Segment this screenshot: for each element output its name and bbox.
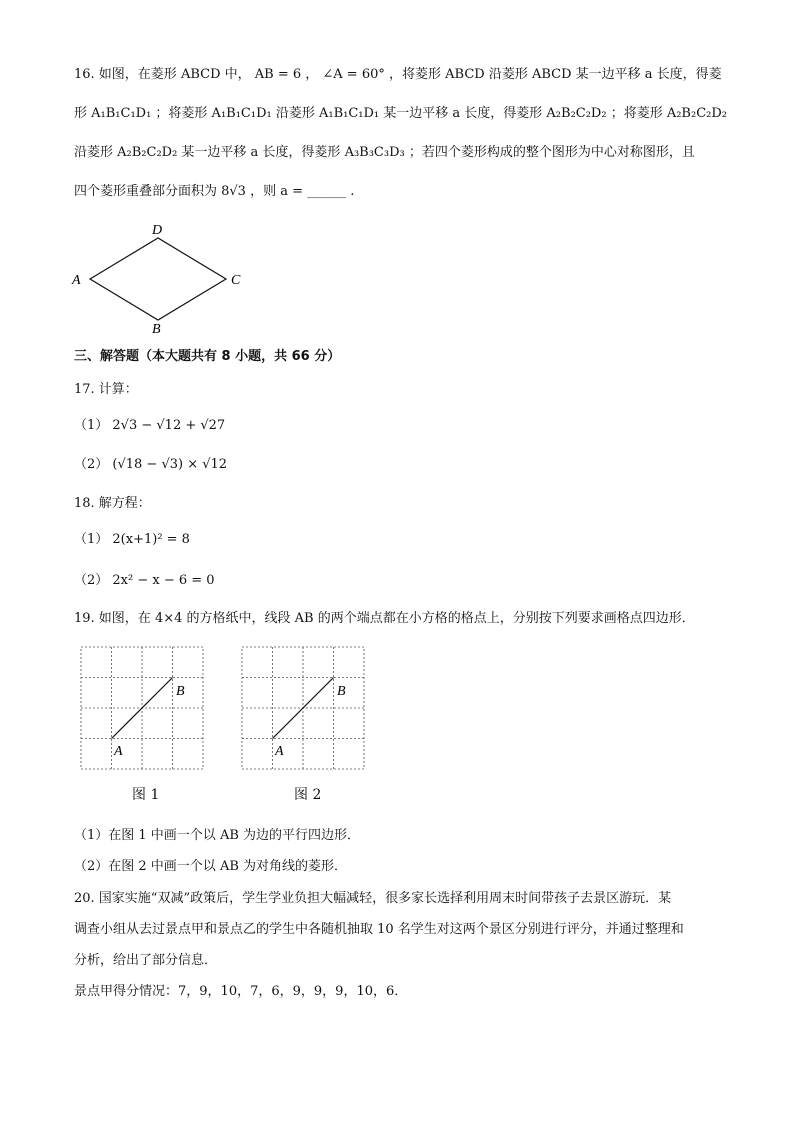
q17-part-2: （2） (√18 − √3) × √12 xyxy=(74,457,228,472)
rhombus-shape xyxy=(90,238,226,320)
fig1-label-b: B xyxy=(176,684,185,699)
grid-figure-1 xyxy=(80,646,206,772)
fig2-label-b: B xyxy=(337,684,346,699)
q16-line-3: 沿菱形 A₂B₂C₂D₂ 某一边平移 a 长度，得菱形 A₃B₃C₃D₃ ；若四个菱形构成的整个图形为中心对称图形，且 xyxy=(74,145,695,160)
fig2-label-a: A xyxy=(275,744,284,759)
rhombus-figure xyxy=(66,218,256,338)
section-3-heading: 三、解答题（本大题共有 8 小题，共 66 分） xyxy=(74,349,341,364)
q16-line-4: 四个菱形重叠部分面积为 8√3 ，则 a = ______ . xyxy=(74,184,355,199)
fig2-caption: 图 2 xyxy=(294,787,322,803)
fig1-caption: 图 1 xyxy=(132,787,160,803)
q19-part-1: （1）在图 1 中画一个以 AB 为边的平行四边形． xyxy=(74,828,361,843)
q20-line-2: 调查小组从去过景点甲和景点乙的学生中各随机抽取 10 名学生对这两个景区分别进行评分，并通过整理和 xyxy=(74,922,684,937)
q19-title: 19. 如图，在 4×4 的方格纸中，线段 AB 的两个端点都在小方格的格点上，分别按下列要求画格点四边形． xyxy=(74,611,695,626)
rhombus-label-a: A xyxy=(72,273,81,288)
q20-line-3: 分析，给出了部分信息． xyxy=(74,953,218,968)
rhombus-label-d: D xyxy=(152,223,163,238)
q18-part-2: （2） 2x² − x − 6 = 0 xyxy=(74,573,215,588)
rhombus-label-b: B xyxy=(152,322,161,337)
q17-title: 17. 计算： xyxy=(74,382,138,397)
rhombus-label-c: C xyxy=(231,273,241,288)
q18-part-1: （1） 2(x+1)² = 8 xyxy=(74,532,190,547)
q16-line-2: 形 A₁B₁C₁D₁ ；将菱形 A₁B₁C₁D₁ 沿菱形 A₁B₁C₁D₁ 某一边平移 a 长度，得菱形 A₂B₂C₂D₂ ；将菱形 A₂B₂C₂D₂ xyxy=(74,106,727,121)
q20-line-1: 20. 国家实施“双减”政策后，学生学业负担大幅减轻，很多家长选择利用周末时间带孩子去景区游玩．某 xyxy=(74,891,672,906)
q19-part-2: （2）在图 2 中画一个以 AB 为对角线的菱形． xyxy=(74,859,348,874)
q16-line-1: 16. 如图，在菱形 ABCD 中， AB = 6 ， ∠A = 60° ，将菱形 ABCD 沿菱形 ABCD 某一边平移 a 长度，得菱 xyxy=(74,67,722,82)
grid-figure-2 xyxy=(241,646,367,772)
q20-line-4: 景点甲得分情况：7，9，10，7，6，9，9，9，10，6． xyxy=(74,984,408,999)
fig1-label-a: A xyxy=(114,744,123,759)
q18-title: 18. 解方程： xyxy=(74,496,151,511)
segment-ab-fig2 xyxy=(273,678,334,739)
segment-ab-fig1 xyxy=(112,678,173,739)
q17-part-1: （1） 2√3 − √12 + √27 xyxy=(74,418,226,433)
